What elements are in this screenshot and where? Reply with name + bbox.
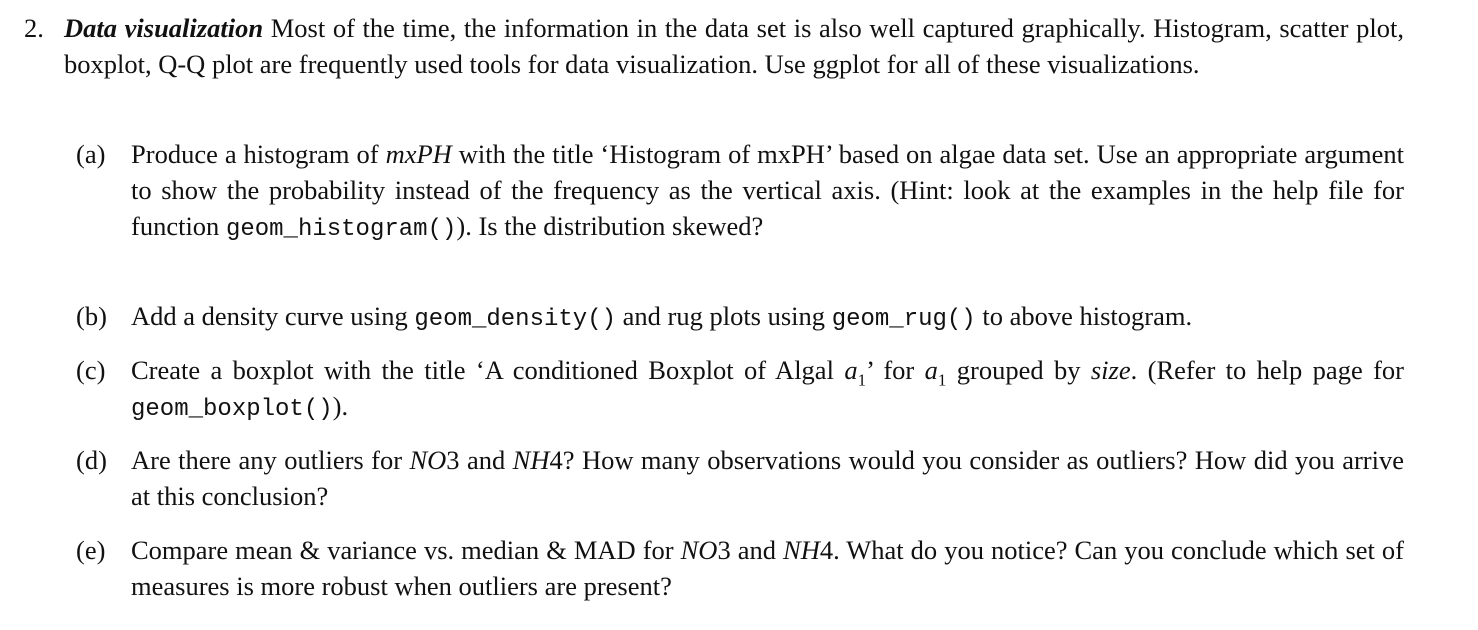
- part-d-var-nh: NH: [512, 445, 550, 475]
- part-b: [76, 298, 1404, 338]
- part-e-num-4: 4: [819, 535, 834, 565]
- part-e: [76, 532, 1404, 604]
- part-c-code: geom_boxplot(): [131, 396, 333, 423]
- part-e-text-2: and: [730, 535, 784, 565]
- part-c-math-a-2: a: [924, 355, 938, 385]
- part-c-text-4: . (Refer to help page for: [1130, 355, 1404, 385]
- part-c-subscript-2: 1: [937, 370, 947, 390]
- part-d-text: [131, 442, 1404, 514]
- problem-heading: Data visualization: [64, 13, 264, 43]
- problem-intro: [64, 10, 1404, 82]
- problem-number: 2.: [24, 13, 44, 43]
- part-a-text-1: Produce a histogram of: [131, 139, 386, 169]
- part-c-text-3: grouped by: [946, 355, 1091, 385]
- part-b-text: [131, 298, 1404, 338]
- part-e-var-nh: NH: [783, 535, 820, 565]
- part-c-label: (c): [76, 355, 106, 385]
- part-c-subscript: 1: [857, 370, 867, 390]
- part-d-num-3: 3: [446, 445, 460, 475]
- part-c-text-5: ).: [332, 391, 349, 421]
- part-c: [76, 352, 1404, 428]
- part-b-code-2: geom_rug(): [831, 306, 976, 333]
- problem-2: [24, 10, 1424, 82]
- part-d-text-3: ? How many observations would you consider as outliers? How did you arrive at this conclusion?: [131, 445, 1404, 511]
- part-e-text-3: . What do you notice? Can you conclude which set of measures is more robust when outliers are present?: [131, 535, 1404, 601]
- part-a-variable: mxPH: [385, 139, 452, 169]
- part-e-text-1: Compare mean & variance vs. median & MAD for: [131, 535, 681, 565]
- part-d: [76, 442, 1404, 514]
- part-d-var-no: NO: [409, 445, 447, 475]
- part-d-label: (d): [76, 445, 107, 475]
- part-e-label: (e): [76, 535, 106, 565]
- part-b-label: (b): [76, 301, 107, 331]
- part-e-var-no: NO: [680, 535, 718, 565]
- part-b-code-1: geom_density(): [414, 306, 616, 333]
- part-c-text-2: ’ for: [866, 355, 925, 385]
- part-a-text-3: ). Is the distribution skewed?: [456, 211, 764, 241]
- part-b-text-3: to above histogram.: [975, 301, 1193, 331]
- part-b-text-1: Add a density curve using: [131, 301, 415, 331]
- part-a-text: [131, 136, 1404, 248]
- part-e-text: [131, 532, 1404, 604]
- part-a-label: (a): [76, 139, 106, 169]
- problem-intro-text: Most of the time, the information in the data set is also well captured graphically. Histogram, scatter plot, boxplot, Q-Q plot are frequently used tools for data visualization. Use ggplot for all of these visualizations.: [64, 13, 1404, 79]
- part-a-code: geom_histogram(): [225, 216, 457, 243]
- part-d-text-2: and: [459, 445, 513, 475]
- part-e-num-3: 3: [717, 535, 731, 565]
- part-b-text-2: and rug plots using: [616, 301, 832, 331]
- part-c-variable: size: [1090, 355, 1131, 385]
- part-c-text: [131, 352, 1404, 428]
- part-c-math-a: a: [844, 355, 858, 385]
- part-a-text-2: with the title ‘Histogram of mxPH’ based on algae data set. Use an appropriate argument to show the probability instead of the frequency as the vertical axis. (Hint: look at the examples in the help file for function: [131, 139, 1404, 241]
- part-c-text-1: Create a boxplot with the title ‘A conditioned Boxplot of Algal: [131, 355, 845, 385]
- part-d-num-4: 4: [549, 445, 563, 475]
- part-d-text-1: Are there any outliers for: [131, 445, 410, 475]
- part-a: [76, 136, 1404, 248]
